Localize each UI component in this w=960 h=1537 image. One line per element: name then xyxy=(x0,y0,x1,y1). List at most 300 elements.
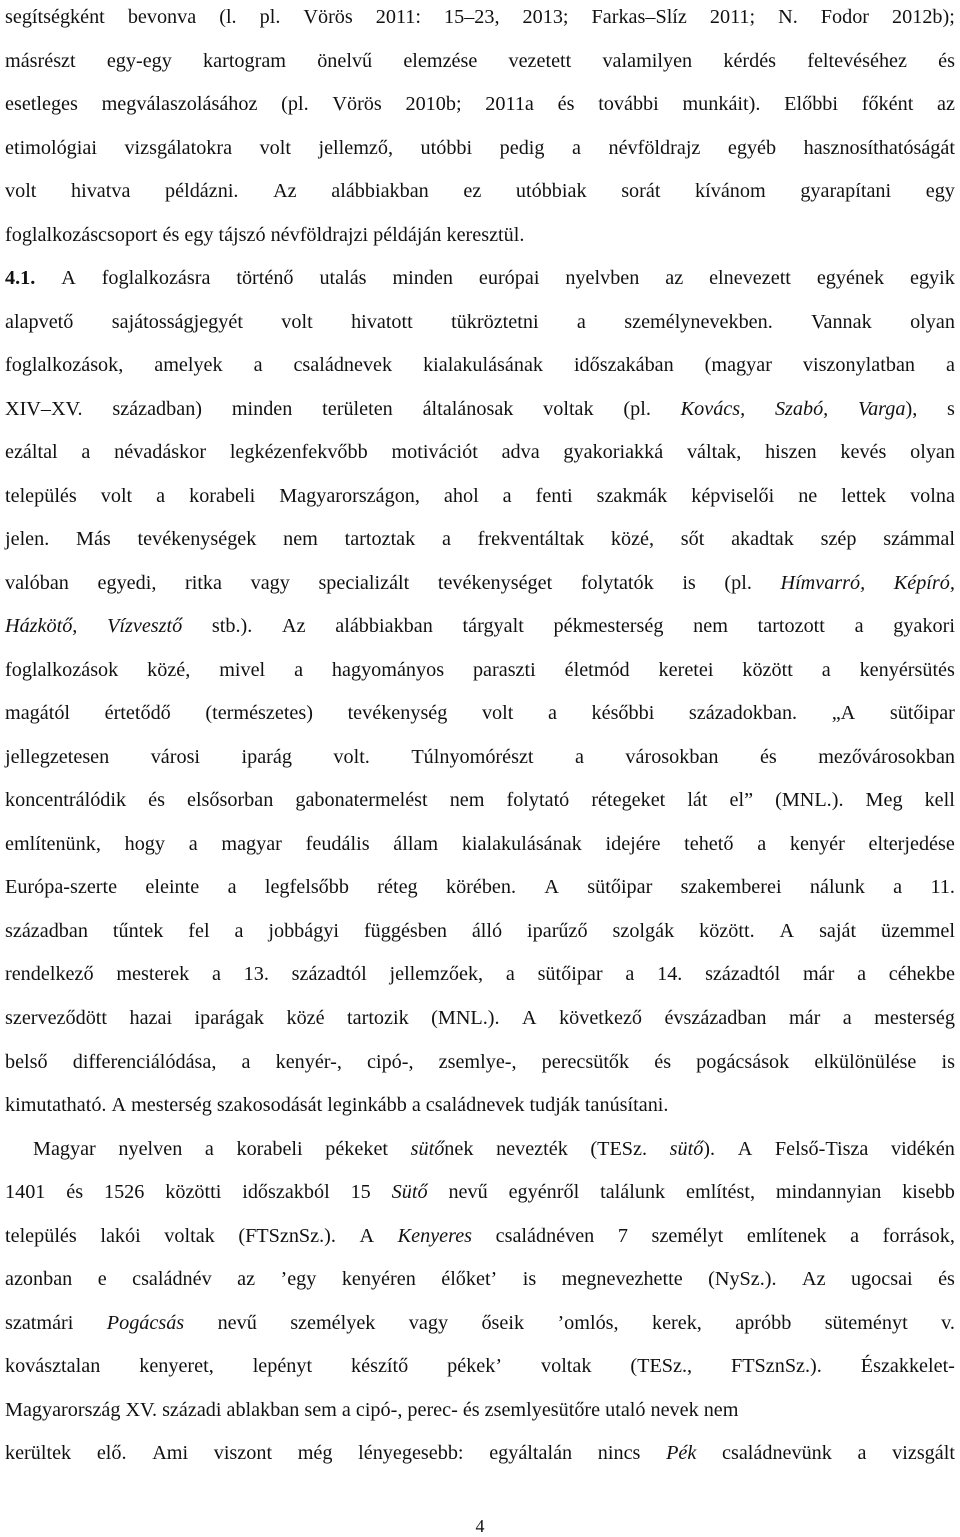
text-fragment: a xyxy=(156,484,166,507)
text-fragment: Ami xyxy=(152,1442,189,1465)
text-fragment: életmód xyxy=(564,658,630,681)
word xyxy=(5,179,36,203)
text-fragment: koncentrálódik xyxy=(5,789,127,812)
word xyxy=(523,5,569,29)
text-fragment: ritka xyxy=(184,571,222,594)
word xyxy=(557,1311,618,1335)
word xyxy=(342,1398,351,1422)
text-line xyxy=(5,527,955,551)
word xyxy=(687,440,741,464)
text-fragment: nevek xyxy=(650,1398,699,1421)
word xyxy=(699,919,755,943)
word xyxy=(760,745,777,769)
word xyxy=(351,1180,371,1204)
word xyxy=(448,1180,487,1204)
text-fragment: kenyér-, xyxy=(275,1050,342,1073)
text-fragment: között. xyxy=(699,919,755,942)
word xyxy=(682,571,695,595)
word xyxy=(5,527,49,551)
text-fragment: tűntek xyxy=(112,919,164,942)
text-fragment: korabeli xyxy=(189,484,256,507)
word xyxy=(862,92,914,116)
word xyxy=(802,1267,826,1291)
word xyxy=(125,1398,157,1422)
text-fragment: iparág xyxy=(241,745,292,768)
text-fragment: hogy xyxy=(124,832,165,855)
word xyxy=(104,1180,144,1204)
text-fragment: tehető xyxy=(684,832,734,855)
text-fragment: szakmák xyxy=(596,484,668,507)
word xyxy=(5,614,77,638)
word xyxy=(623,397,650,421)
text-fragment: és xyxy=(66,1181,84,1203)
word xyxy=(925,788,955,812)
text-fragment: volt xyxy=(481,702,514,725)
text-fragment: 15–23, xyxy=(444,6,500,28)
word xyxy=(930,875,955,899)
word xyxy=(704,1398,739,1422)
word xyxy=(689,701,797,725)
text-fragment: a xyxy=(188,832,198,855)
text-fragment: Felső-Tisza xyxy=(774,1137,869,1160)
text-fragment: mezővárosokban xyxy=(818,745,955,768)
word xyxy=(625,745,718,769)
text-line xyxy=(5,614,955,638)
text-fragment: voltak xyxy=(164,1224,215,1247)
text-fragment: vezetett xyxy=(508,49,572,72)
text-fragment: ahol xyxy=(443,484,479,507)
word xyxy=(891,1137,955,1161)
word xyxy=(869,832,955,856)
text-fragment: nem xyxy=(283,528,318,551)
text-fragment: példáján xyxy=(373,223,442,246)
word xyxy=(187,788,273,812)
text-line xyxy=(5,919,955,943)
text-fragment: ne xyxy=(798,484,818,507)
text-fragment: utalás xyxy=(319,267,367,290)
text-fragment: is xyxy=(941,1050,955,1073)
text-fragment: A xyxy=(779,919,795,942)
text-fragment: szakemberei xyxy=(680,876,782,899)
word xyxy=(165,1180,221,1204)
word xyxy=(219,658,265,682)
word xyxy=(111,1093,126,1117)
word xyxy=(242,1180,329,1204)
text-fragment: a xyxy=(821,658,831,681)
text-fragment: akadtak xyxy=(731,528,794,551)
text-fragment: frekventáltak xyxy=(477,528,585,551)
text-fragment: sütőipar xyxy=(537,963,603,986)
text-fragment: egy-egy xyxy=(106,49,172,72)
text-fragment: korabeli xyxy=(236,1137,303,1160)
text-fragment: XIV–XV. xyxy=(5,397,83,420)
text-fragment: mindannyian xyxy=(775,1181,882,1203)
text-fragment: Vannak xyxy=(811,310,872,333)
text-fragment: említenünk, xyxy=(5,832,101,855)
text-fragment: században xyxy=(5,919,88,942)
word xyxy=(129,1006,172,1030)
word xyxy=(286,1006,324,1030)
word xyxy=(821,5,869,29)
text-fragment: lepényt xyxy=(252,1355,313,1378)
word xyxy=(293,353,392,377)
word xyxy=(426,1093,525,1117)
text-fragment: ). xyxy=(703,1137,716,1160)
word xyxy=(937,92,955,116)
text-fragment: Magyarországon, xyxy=(279,484,420,507)
text-fragment: A xyxy=(522,1007,537,1029)
word xyxy=(5,832,101,856)
text-fragment: (MNL.). xyxy=(775,789,844,812)
text-fragment: el” xyxy=(729,789,754,812)
word xyxy=(407,1398,457,1422)
word xyxy=(237,1267,255,1291)
text-fragment: kisebb xyxy=(902,1181,955,1203)
text-fragment: kerültek xyxy=(5,1442,72,1465)
word xyxy=(145,875,199,899)
text-fragment: A xyxy=(737,1137,753,1160)
text-fragment: 2010b; xyxy=(405,93,462,115)
word xyxy=(377,875,417,899)
word xyxy=(265,875,349,899)
text-line xyxy=(5,658,955,682)
text-fragment: fenti xyxy=(535,484,573,507)
word xyxy=(128,5,196,29)
word xyxy=(481,1311,524,1335)
word xyxy=(5,1354,100,1378)
text-fragment: családnevünk xyxy=(722,1442,832,1465)
text-fragment: volt xyxy=(5,180,37,203)
word xyxy=(666,1441,696,1465)
word xyxy=(212,614,252,638)
word xyxy=(322,397,393,421)
word xyxy=(230,440,368,464)
word xyxy=(98,1267,107,1291)
text-fragment: iparágak xyxy=(194,1007,265,1029)
text-fragment: település xyxy=(5,484,77,507)
text-fragment: paraszti xyxy=(472,658,536,681)
text-fragment: sütőipar xyxy=(587,876,653,899)
italic-term: Sütő xyxy=(391,1181,428,1203)
word xyxy=(184,223,213,247)
word xyxy=(138,527,257,551)
word xyxy=(565,658,630,682)
text-fragment: feudális xyxy=(305,832,370,855)
text-fragment: kialakulásának xyxy=(423,354,544,377)
text-fragment: Farkas–Slíz xyxy=(591,6,687,28)
text-fragment: gyarapítani xyxy=(800,180,892,203)
text-fragment: egyik xyxy=(910,267,955,290)
word xyxy=(742,658,792,682)
text-fragment: elő. xyxy=(96,1442,127,1465)
text-fragment: ablakban xyxy=(226,1398,300,1421)
word xyxy=(218,223,265,247)
word xyxy=(298,1441,333,1465)
text-fragment: névföldrajz xyxy=(608,136,701,159)
text-fragment: utóbbiak xyxy=(515,180,587,203)
text-line xyxy=(5,353,955,377)
word xyxy=(942,1050,955,1074)
word xyxy=(118,1137,182,1161)
word xyxy=(152,1441,188,1465)
text-fragment: (FTSznSz.). xyxy=(238,1224,336,1247)
word xyxy=(591,788,665,812)
word xyxy=(664,1006,766,1030)
text-fragment: gabonatermelést xyxy=(295,789,428,812)
word xyxy=(544,875,559,899)
word xyxy=(5,397,83,421)
text-fragment: élőket’ xyxy=(441,1268,498,1291)
text-fragment: a xyxy=(505,963,515,986)
word xyxy=(242,745,292,769)
word xyxy=(536,484,573,508)
text-fragment: kialakulásának xyxy=(461,832,582,855)
text-fragment: (pl. xyxy=(281,93,309,115)
word xyxy=(189,832,198,856)
word xyxy=(364,919,447,943)
text-fragment: voltak xyxy=(543,397,594,420)
text-fragment: alapvető xyxy=(5,310,74,333)
text-fragment: Magyar xyxy=(33,1137,96,1160)
word xyxy=(5,788,126,812)
text-fragment: kovásztalan xyxy=(5,1355,101,1378)
text-fragment: századi xyxy=(162,1398,222,1421)
text-fragment: hasznosíthatóságát xyxy=(803,136,955,159)
word xyxy=(232,397,293,421)
word xyxy=(724,571,751,595)
word xyxy=(926,179,955,203)
text-fragment: foglalkozások, xyxy=(5,354,124,377)
word xyxy=(327,1093,407,1117)
word xyxy=(947,397,955,421)
word xyxy=(946,353,955,377)
text-fragment: hagyományos xyxy=(331,658,445,681)
word xyxy=(306,832,370,856)
word xyxy=(590,1137,647,1161)
text-fragment: századtól xyxy=(291,963,367,986)
word xyxy=(747,1224,827,1248)
text-line xyxy=(5,5,955,29)
word xyxy=(5,484,77,508)
text-fragment: a xyxy=(211,963,221,986)
word xyxy=(125,832,165,856)
word xyxy=(659,658,714,682)
word xyxy=(472,919,502,943)
word xyxy=(162,223,179,247)
word xyxy=(318,571,409,595)
section-number: 4.1. xyxy=(5,267,36,290)
text-fragment: egyáltalán xyxy=(489,1442,573,1465)
italic-term: Szabó, xyxy=(774,397,829,420)
text-fragment: és xyxy=(162,223,180,246)
text-fragment: számmal xyxy=(883,528,955,551)
text-fragment: gyakori xyxy=(893,615,955,638)
text-fragment: A xyxy=(544,876,559,899)
word xyxy=(496,1224,595,1248)
text-fragment: Fodor xyxy=(820,6,870,28)
text-fragment: süteményt xyxy=(824,1311,908,1334)
word xyxy=(107,614,182,638)
text-fragment: az xyxy=(237,1268,256,1291)
text-fragment: (MNL.). xyxy=(431,1007,500,1029)
text-fragment: jelen. xyxy=(5,528,50,551)
text-fragment: sorát xyxy=(621,180,661,203)
word xyxy=(281,310,312,334)
word xyxy=(254,353,263,377)
word xyxy=(5,962,94,986)
text-line xyxy=(5,571,955,595)
text-fragment: értetődő xyxy=(104,702,171,725)
text-fragment: nek xyxy=(444,1137,474,1160)
word xyxy=(332,658,444,682)
text-fragment: családnevek xyxy=(425,1094,525,1116)
word xyxy=(605,1398,645,1422)
word xyxy=(804,136,955,160)
word xyxy=(148,788,165,812)
word xyxy=(529,1093,579,1117)
text-fragment: a xyxy=(227,876,237,899)
word xyxy=(116,962,189,986)
text-fragment: idejére xyxy=(605,832,661,855)
text-fragment: tevékenységek xyxy=(137,528,257,551)
word xyxy=(462,832,582,856)
text-fragment: említést, xyxy=(686,1181,755,1203)
word xyxy=(735,1311,791,1335)
word xyxy=(282,614,306,638)
word xyxy=(541,1354,591,1378)
word xyxy=(858,1441,867,1465)
text-fragment: következő xyxy=(559,1007,643,1029)
text-fragment: évszázadban xyxy=(664,1007,767,1029)
word xyxy=(941,1311,955,1335)
word xyxy=(5,745,109,769)
word xyxy=(253,1354,312,1378)
word xyxy=(738,1137,753,1161)
text-fragment: közé, xyxy=(610,528,655,551)
text-fragment: a xyxy=(81,441,91,464)
word xyxy=(345,527,416,551)
word xyxy=(577,310,586,334)
word xyxy=(860,658,955,682)
word xyxy=(775,1137,868,1161)
text-fragment: 2012b); xyxy=(892,6,955,28)
text-fragment: megnevezhette xyxy=(561,1268,683,1291)
text-fragment: tartozott xyxy=(757,615,825,638)
word xyxy=(881,919,955,943)
text-line xyxy=(5,310,955,334)
text-fragment: hazai xyxy=(129,1007,173,1029)
text-fragment: hivatva xyxy=(71,180,131,203)
word xyxy=(807,49,907,73)
word xyxy=(101,484,132,508)
word xyxy=(205,701,313,725)
text-fragment: üzemmel xyxy=(880,919,955,942)
text-fragment: családnevek xyxy=(293,354,393,377)
word xyxy=(855,614,864,638)
text-fragment: segítségként xyxy=(5,6,105,28)
word xyxy=(107,49,172,73)
text-fragment: amelyek xyxy=(154,354,223,377)
text-fragment: találunk xyxy=(600,1181,666,1203)
word xyxy=(585,1093,669,1117)
text-fragment: keretei xyxy=(658,658,714,681)
word xyxy=(902,1180,955,1204)
text-line xyxy=(5,1093,955,1117)
word xyxy=(938,49,955,73)
word xyxy=(132,1267,212,1291)
text-fragment: magyar xyxy=(221,832,282,855)
text-fragment: differenciálódása, xyxy=(72,1050,217,1073)
word xyxy=(527,919,588,943)
text-fragment: eleinte xyxy=(145,876,200,899)
text-fragment: A xyxy=(61,267,76,290)
text-fragment: és xyxy=(557,93,575,115)
word xyxy=(236,266,293,290)
text-fragment: a xyxy=(945,354,955,377)
text-fragment: szolgák xyxy=(612,919,675,942)
word xyxy=(360,1224,375,1248)
text-fragment: 2011: xyxy=(375,6,421,28)
word xyxy=(686,1180,755,1204)
word xyxy=(485,1398,600,1422)
text-fragment: családnév xyxy=(132,1268,212,1291)
text-line xyxy=(5,962,955,986)
text-fragment: A xyxy=(111,1094,127,1116)
text-fragment: 1526 xyxy=(103,1181,145,1203)
text-fragment: időszakból xyxy=(242,1181,330,1203)
word xyxy=(251,571,290,595)
word xyxy=(205,1137,214,1161)
word xyxy=(5,5,105,29)
word xyxy=(139,1354,214,1378)
word xyxy=(451,310,538,334)
word xyxy=(165,179,238,203)
word xyxy=(600,1180,665,1204)
word xyxy=(189,484,255,508)
text-fragment: egy xyxy=(925,180,955,203)
word xyxy=(651,1398,699,1422)
text-fragment: kenyeret, xyxy=(139,1355,214,1378)
text-fragment: foglalkozások xyxy=(5,658,119,681)
word xyxy=(5,49,76,73)
text-fragment: állam xyxy=(393,832,439,855)
word xyxy=(5,1398,120,1422)
text-fragment: jellegzetesen xyxy=(5,745,110,768)
text-fragment: egyének xyxy=(816,267,885,290)
word xyxy=(185,571,222,595)
text-fragment: fel xyxy=(188,919,210,942)
text-fragment: specializált xyxy=(318,571,410,594)
word xyxy=(304,1398,337,1422)
text-fragment: s xyxy=(947,397,955,420)
text-fragment: Túlnyomórészt xyxy=(411,745,534,768)
word xyxy=(592,5,687,29)
text-fragment: személyek xyxy=(290,1311,376,1334)
text-fragment: foglalkozáscsoport xyxy=(5,223,158,246)
word xyxy=(892,5,955,29)
word xyxy=(5,223,157,247)
text-fragment: a xyxy=(502,484,512,507)
word xyxy=(5,1180,45,1204)
word xyxy=(652,1224,724,1248)
text-fragment: közötti xyxy=(165,1181,222,1203)
text-fragment: mesterek xyxy=(116,963,190,986)
word xyxy=(290,1311,375,1335)
text-fragment: területen xyxy=(322,397,393,420)
text-fragment: tájszó xyxy=(218,223,266,246)
word xyxy=(817,266,884,290)
word xyxy=(76,527,111,551)
